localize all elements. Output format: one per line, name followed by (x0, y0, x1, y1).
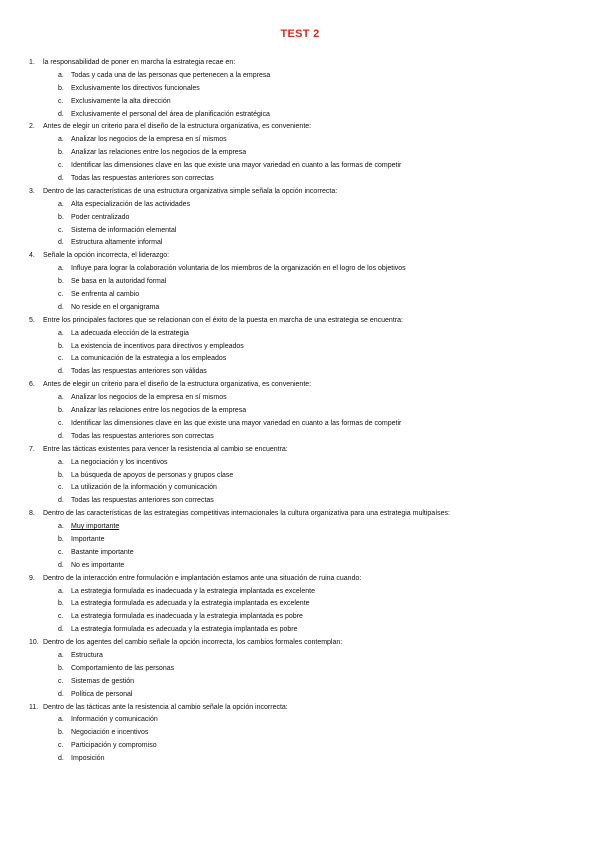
answer-option (29, 740, 574, 753)
question-text: Entre las tácticas existentes para vencer la resistencia al cambio se encuentra: (43, 445, 288, 453)
question-stem (29, 379, 574, 392)
question-text: Dentro de las tácticas ante la resistencia al cambio señale la opción incorrecta: (43, 703, 288, 711)
option-letter: a. (58, 136, 64, 144)
option-letter: c. (58, 742, 64, 750)
question-2 (29, 121, 574, 185)
question-number: 10. (29, 639, 39, 647)
option-text: Identificar las dimensiones clave en las que existe una mayor variedad en cuanto a las formas de competir (71, 162, 402, 170)
question-list (29, 57, 574, 766)
option-letter: d. (58, 110, 64, 118)
option-text: Comportamiento de las personas (71, 664, 175, 672)
answer-option (29, 147, 574, 160)
option-text: Estructura altamente informal (71, 239, 163, 247)
answer-option (29, 482, 574, 495)
option-text: Bastante importante (71, 548, 134, 556)
question-5 (29, 315, 574, 379)
option-letter: c. (58, 677, 64, 685)
answer-option (29, 457, 574, 470)
question-text: Entre los principales factores que se relacionan con el éxito de la puesta en marcha de una estrategia se encuentra: (43, 316, 403, 324)
option-text: Importante (71, 535, 105, 543)
answer-option (29, 366, 574, 379)
option-letter: a. (58, 200, 64, 208)
option-text: La adecuada elección de la estrategia (71, 329, 189, 337)
answer-option (29, 405, 574, 418)
answer-option (29, 431, 574, 444)
option-letter: d. (58, 368, 64, 376)
answer-option (29, 650, 574, 663)
question-stem (29, 508, 574, 521)
question-3 (29, 186, 574, 250)
question-9 (29, 573, 574, 637)
answer-option (29, 83, 574, 96)
option-letter: b. (58, 342, 64, 350)
answer-option (29, 624, 574, 637)
answer-option (29, 96, 574, 109)
option-text: Todas las respuestas anteriores son correctas (71, 497, 214, 505)
answer-option (29, 199, 574, 212)
question-stem (29, 315, 574, 328)
option-text: Exclusivamente el personal del área de planificación estratégica (71, 110, 270, 118)
option-text: Todas las respuestas anteriores son válidas (71, 368, 207, 376)
option-letter: b. (58, 149, 64, 157)
question-text: Dentro de los agentes del cambio señale la opción incorrecta, los cambios formales contemplan: (43, 639, 343, 647)
option-letter: a. (58, 394, 64, 402)
answer-option (29, 134, 574, 147)
option-letter: d. (58, 690, 64, 698)
answer-option (29, 173, 574, 186)
option-letter: b. (58, 84, 64, 92)
question-stem (29, 702, 574, 715)
option-text: Todas y cada una de las personas que pertenecen a la empresa (71, 71, 271, 79)
question-stem (29, 444, 574, 457)
question-number: 4. (29, 252, 35, 260)
question-number: 6. (29, 381, 35, 389)
answer-option (29, 560, 574, 573)
option-text: Muy importante (71, 523, 120, 531)
answer-option (29, 714, 574, 727)
option-letter: c. (58, 484, 64, 492)
answer-option (29, 289, 574, 302)
answer-option (29, 663, 574, 676)
option-letter: d. (58, 561, 64, 569)
option-text: La estrategia formulada es adecuada y la estrategia implantada es excelente (71, 600, 310, 608)
option-letter: b. (58, 535, 64, 543)
answer-option (29, 753, 574, 766)
option-text: La estrategia formulada es inadecuada y la estrategia implantada es pobre (71, 613, 303, 621)
question-6 (29, 379, 574, 443)
answer-option (29, 547, 574, 560)
option-letter: b. (58, 729, 64, 737)
option-letter: d. (58, 175, 64, 183)
answer-option (29, 328, 574, 341)
option-letter: c. (58, 613, 64, 621)
option-letter: b. (58, 278, 64, 286)
question-stem (29, 57, 574, 70)
option-text: No es importante (71, 561, 125, 569)
answer-option (29, 689, 574, 702)
question-stem (29, 573, 574, 586)
option-text: Todas las respuestas anteriores son correctas (71, 175, 214, 183)
question-number: 11. (29, 703, 39, 711)
question-10 (29, 637, 574, 701)
option-text: La comunicación de la estrategia a los empleados (71, 355, 227, 363)
option-text: Política de personal (71, 690, 133, 698)
option-letter: a. (58, 71, 64, 79)
option-letter: a. (58, 265, 64, 273)
option-text: Participación y compromiso (71, 742, 157, 750)
option-text: La búsqueda de apoyos de personas y grupos clase (71, 471, 234, 479)
question-11 (29, 702, 574, 766)
answer-option (29, 534, 574, 547)
question-7 (29, 444, 574, 508)
option-text: Influye para lograr la colaboración voluntaria de los miembros de la organización en el logro de los objetivos (71, 265, 406, 273)
question-number: 5. (29, 316, 35, 324)
option-letter: c. (58, 548, 64, 556)
option-text: Alta especialización de las actividades (71, 200, 191, 208)
option-letter: a. (58, 587, 64, 595)
answer-option (29, 70, 574, 83)
answer-option (29, 237, 574, 250)
option-text: Sistemas de gestión (71, 677, 135, 685)
question-stem (29, 637, 574, 650)
option-letter: c. (58, 97, 64, 105)
option-letter: b. (58, 600, 64, 608)
option-text: Se basa en la autoridad formal (71, 278, 167, 286)
question-number: 3. (29, 187, 35, 195)
option-letter: b. (58, 664, 64, 672)
option-letter: a. (58, 716, 64, 724)
answer-option (29, 586, 574, 599)
option-letter: c. (58, 355, 64, 363)
option-text: Imposición (71, 755, 105, 763)
question-1 (29, 57, 574, 121)
question-number: 9. (29, 574, 35, 582)
answer-option (29, 418, 574, 431)
answer-option (29, 276, 574, 289)
option-text: La negociación y los incentivos (71, 458, 168, 466)
question-text: Dentro de la interacción entre formulación e implantación estamos ante una situación de ruina cuando: (43, 574, 362, 582)
option-letter: d. (58, 755, 64, 763)
option-text: Analizar las relaciones entre los negocios de la empresa (71, 407, 247, 415)
option-text: La existencia de incentivos para directivos y empleados (71, 342, 244, 350)
page-title: TEST 2 (280, 28, 320, 40)
answer-option (29, 302, 574, 315)
option-text: Identificar las dimensiones clave en las que existe una mayor variedad en cuanto a las formas de competir (71, 419, 402, 427)
question-number: 7. (29, 445, 35, 453)
option-text: Analizar las relaciones entre los negocios de la empresa (71, 149, 247, 157)
option-text: Todas las respuestas anteriores son correctas (71, 432, 214, 440)
answer-option (29, 521, 574, 534)
option-letter: a. (58, 523, 64, 531)
option-letter: c. (58, 162, 64, 170)
question-stem (29, 186, 574, 199)
question-text: Antes de elegir un criterio para el diseño de la estructura organizativa, es conveniente: (43, 381, 312, 389)
answer-option (29, 353, 574, 366)
question-text: Señale la opción incorrecta, el liderazgo: (43, 252, 170, 260)
option-text: Estructura (71, 651, 103, 659)
question-text: Dentro de las características de una estructura organizativa simple señala la opción incorrecta: (43, 187, 338, 195)
answer-option (29, 611, 574, 624)
option-letter: d. (58, 239, 64, 247)
answer-option (29, 225, 574, 238)
answer-option (29, 341, 574, 354)
answer-option (29, 212, 574, 225)
option-letter: b. (58, 213, 64, 221)
option-letter: a. (58, 651, 64, 659)
question-stem (29, 250, 574, 263)
option-text: Exclusivamente los directivos funcionales (71, 84, 200, 92)
answer-option (29, 727, 574, 740)
question-number: 2. (29, 123, 35, 131)
option-letter: b. (58, 407, 64, 415)
option-letter: c. (58, 226, 64, 234)
question-stem (29, 121, 574, 134)
option-text: Negociación e incentivos (71, 729, 149, 737)
option-letter: d. (58, 497, 64, 505)
answer-option (29, 676, 574, 689)
answer-option (29, 470, 574, 483)
question-number: 1. (29, 59, 35, 66)
question-text: la responsabilidad de poner en marcha la estrategia recae en: (43, 59, 236, 66)
option-text: Analizar los negocios de la empresa en sí mismos (71, 394, 227, 402)
question-4 (29, 250, 574, 314)
answer-option (29, 495, 574, 508)
option-text: No reside en el organigrama (71, 303, 160, 311)
option-text: Exclusivamente la alta dirección (71, 97, 171, 105)
option-text: Se enfrenta al cambio (71, 291, 140, 299)
answer-option (29, 160, 574, 173)
answer-option (29, 598, 574, 611)
option-letter: c. (58, 291, 64, 299)
answer-option (29, 392, 574, 405)
option-letter: c. (58, 419, 64, 427)
option-text: La utilización de la información y comunicación (71, 484, 217, 492)
option-letter: a. (58, 329, 64, 337)
option-text: Sistema de información elemental (71, 226, 177, 234)
option-text: Información y comunicación (71, 716, 158, 724)
question-number: 8. (29, 510, 35, 518)
answer-option (29, 109, 574, 122)
option-letter: d. (58, 626, 64, 634)
question-text: Dentro de las características de las estrategias competitivas internacionales la cultura organizativa para una estrategia multipaíses: (43, 510, 450, 518)
option-letter: d. (58, 303, 64, 311)
option-text: Analizar los negocios de la empresa en sí mismos (71, 136, 227, 144)
option-text: Poder centralizado (71, 213, 130, 221)
question-text: Antes de elegir un criterio para el diseño de la estructura organizativa, es conveniente: (43, 123, 312, 131)
option-letter: d. (58, 432, 64, 440)
option-letter: b. (58, 471, 64, 479)
question-8 (29, 508, 574, 572)
option-letter: a. (58, 458, 64, 466)
option-text: La estrategia formulada es inadecuada y la estrategia implantada es excelente (71, 587, 315, 595)
answer-option (29, 263, 574, 276)
option-text: La estrategia formulada es adecuada y la estrategia implantada es pobre (71, 626, 298, 634)
